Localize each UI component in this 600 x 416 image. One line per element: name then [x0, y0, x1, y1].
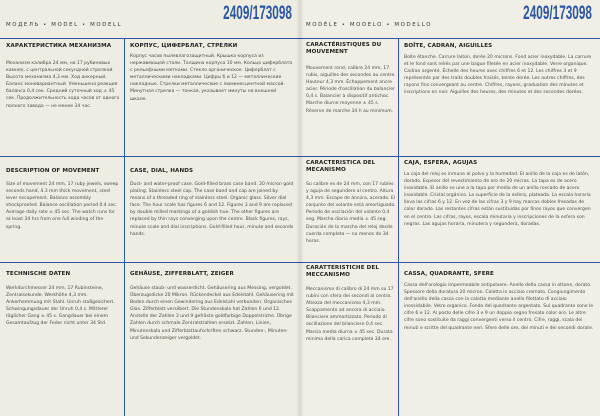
section-body-case-fr: Boîte étanche. Carrure laiton, dorée 20 microns. Fond acier inoxydable. La carrure et le fond sont reliés par une bague filetée en acier inoxydable. Verre organique. Cadran argenté. Échelle des heures avec chiffres 6 et 12. Les chiffres 3 et 9 représentés par des traits doubles fraisés, teinte dorée. Les autres chiffres, des rayons fins convergeant au centre. Chiffres, rayons, graduation des minutes et inscriptions en noir. Aiguilles des heures, des minutes et des secondes dorées.	[404, 55, 592, 96]
section-title-case-it: CASSA, QUADRANTE, SFERE	[404, 271, 494, 277]
section-body-movement-fr: Mouvement rond, calibre 24 mm, 17 rubis, aiguilles des secondes au centre. Hauteur 4,3 mm. Échappement ancre acier. Période d'oscillation du balancier 0,4 s. Balancier à dispositif antichoc. Marche diurne moyenne ± 45 s. Réserve de marche 34 h au minimum.	[306, 66, 396, 114]
section-title-movement-ru: ХАРАКТЕРИСТИКА МЕХАНИЗМА	[6, 43, 112, 49]
section-title-case-es: CAJA, ESFERA, AGUJAS	[404, 160, 478, 166]
section-title-case-en: CASE, DIAL, HANDS	[130, 168, 194, 174]
left-page-header	[0, 0, 300, 38]
right-page-header	[300, 0, 600, 38]
model-label: МОДЕЛЬ • MODEL • MODELL	[6, 22, 123, 28]
model-number: 2409/173098	[223, 3, 292, 24]
section-body-case-en: Dust- and water-proof case. Gold-filled brass case band. 20 micron gold plating. Stainless steel cap. The case band and cap are joined by means of a threaded ring of stainless steel. Organic glass. Silver dial face. The hour scale has figures 6 and 12. Figures 3 and 9 are replaced by double milled markings of a goldish hue. The other figures are replaced by thin rays converging upon the centre. Black figures, rays, minute scale and dial inscriptions. Gold-filled hour, minute and seconds hands.	[130, 182, 294, 237]
section-body-case-ru: Корпус часов пылевлагозащитный. Крышка корпуса из нержавеющей стали. Толщина корпуса 10 мм. Кольцо циферблата с рельефными метками. Стекло органическое. Циферблат с металлическими накладками. Цифры 6 и 12 — металлические накладные. Стрелки металлические с люминесцентной массой. Минутная стрелка — тонкая, указывает минуты на внешней шкале.	[130, 54, 293, 102]
section-body-movement-en: Size of movement 24 mm, 17 ruby jewels, sweep seconds hand, 4.3 mm thick movement, steel lever escapement. Balance assembly shockproofed. Balance oscillation period 0.4 sec. Average daily rate ± 45 sec. The watch runs for at least 34 hrs from one full winding of the spring.	[6, 182, 119, 230]
model-label: MODÈLE • MODELO • MODELLO	[306, 22, 433, 28]
header-rule	[0, 38, 300, 39]
section-title-case-de: GEHÄUSE, ZIFFERBLATT, ZEIGER	[130, 271, 234, 277]
page-gutter	[296, 0, 304, 416]
section-title-movement-fr: CARACTÉRISTIQUES DU MOUVEMENT	[306, 42, 382, 55]
section-title-movement-es: CARACTERISTICA DEL MECANISMO	[306, 160, 376, 173]
section-title-case-fr: BOÎTE, CADRAN, AIGUILLES	[404, 43, 493, 49]
section-body-movement-es: Su calibre es de 24 mm, con 17 rubíes y aguja de segundero al centro. Altura 4,3 mm. Escape de áncora, acerado. El conjunto del volante está amortiguado. Período de oscilación del volante 0,4 seg. Marcha diaria media ± 45 seg. Duración de la marcha del reloj desde cuerda completa — no menos de 34 horas.	[306, 182, 396, 244]
right-page	[300, 0, 600, 416]
section-body-case-it: Cassa dell'orologio impermeabile antipolvere. Anello della cassa in ottone, dorato. Spessore della doratura 20 micron. Calotta in acciaio cromato. Congiungimento dell'anello della cassa con la calotta mediante anello filettato di acciaio inossidabile. Vetro organico. Fondo del quadrante argentato. Sul quadrante sono le cifre 6 e 12. Al posto delle cifre 3 e 9 un doppio segno fresato color oro. Le altre cifre sono sostituite da raggi convergenti verso il centro. Cifre, raggi, scala dei minuti e scritte del quadrante neri. Sfere delle ore, dei minuti e dei secondi dorate.	[404, 283, 594, 331]
section-rule	[300, 156, 600, 157]
section-title-movement-de: TECHNISCHE DATEN	[6, 271, 71, 277]
column-divider	[124, 38, 125, 416]
header-rule	[300, 38, 600, 39]
section-body-movement-ru: Механизм калибра 24 мм, на 17 рубиновых камнях, с центральной секундной стрелкой. Высота механизма 4,3 мм. Ход анкерный. Баланс моновариантный. Уменьшена реакция баланса 0,4 сек. Средний суточный ход ± 45 сек. Продолжительность хода часов от одного полного завода — не менее 34 час.	[6, 61, 120, 109]
column-divider	[398, 38, 399, 416]
section-rule	[300, 262, 600, 263]
model-number: 2409/173098	[523, 3, 592, 24]
section-rule	[0, 156, 300, 157]
section-title-movement-it: CARATTERISTICHE DEL MECCANISMO	[306, 265, 380, 278]
section-title-movement-en: DESCRIPTION OF MOVEMENT	[6, 168, 100, 174]
section-title-case-ru: КОРПУС, ЦИФЕРБЛАТ, СТРЕЛКИ	[130, 43, 238, 49]
section-rule	[0, 262, 300, 263]
section-body-movement-it: Meccanismo di calibro di 24 mm su 17 rubini con sfera dei secondi al centro. Altezza del meccanismo 4,3 mm. Scappamento ad ancora di acciaio. Bilanciere ammortizzato. Periodo di oscillazione del bilanciere 0,4 sec. Marcia media diurna ± 45 sec. Durata minima della carica completa 34 ore.	[306, 287, 394, 342]
section-body-case-de: Gehäuse staub- und wasserdicht. Gehäusering aus Messing, vergoldet. Überzugsdicke 20 Mikron. Rückendeckel aus Edelstahl. Gehäusering mit Boden durch einen Gewindering aus Edelstahl verbunden. Organisches Glas. Zifferblatt versilbert. Die Stundenskala hat Zahlen 6 und 12. Anstelle der Zahlen 3 und 9 gefräste goldfarbige Doppelstriche. Übrige Zahlen durch schmale Zentralstrahlen ersetzt. Zahlen, Linien, Minutenskala und Zifferblattaufschriften schwarz. Stunden-, Minuten- und Sekundenzeiger vergoldet.	[130, 286, 294, 341]
section-body-movement-de: Werkdurchmesser 24 mm, 17 Rubinsteine, Zentralsekunde. Werkhöhe 4,3 mm. Ankerhemmung mit Stahl. Unruh stoßgesichert. Schwingungsdauer der Unruh 0,4 s. Mittlerer täglicher Gang ± 45 s. Gangdauer bei einem Gesamtaufzug der Feder nicht unter 34 Std.	[6, 286, 115, 327]
section-body-case-es: La caja del reloj es inmune al polvo y la humedad. El anillo de la caja es de latón, dorado. Espesor del revestimiento de oro de 20 micras. La tapa es de acero inoxidable. El anillo se une a la tapa por medio de un anillo roscado de acero inoxidable. Cristal orgánico. La superficie de la esfera, plateada. La escala horaria lleva las cifras 6 y 12. En vez de las cifras 3 y 9 hay marcas dobles fresadas de color dorado. Las restantes cifras están sustituidas por finos rayos que convergen en el centro. Las cifras, rayos, escala minutaria y inscripciones de la esfera son negras. Las agujas horaria, minutera y segundera, doradas.	[404, 172, 591, 227]
